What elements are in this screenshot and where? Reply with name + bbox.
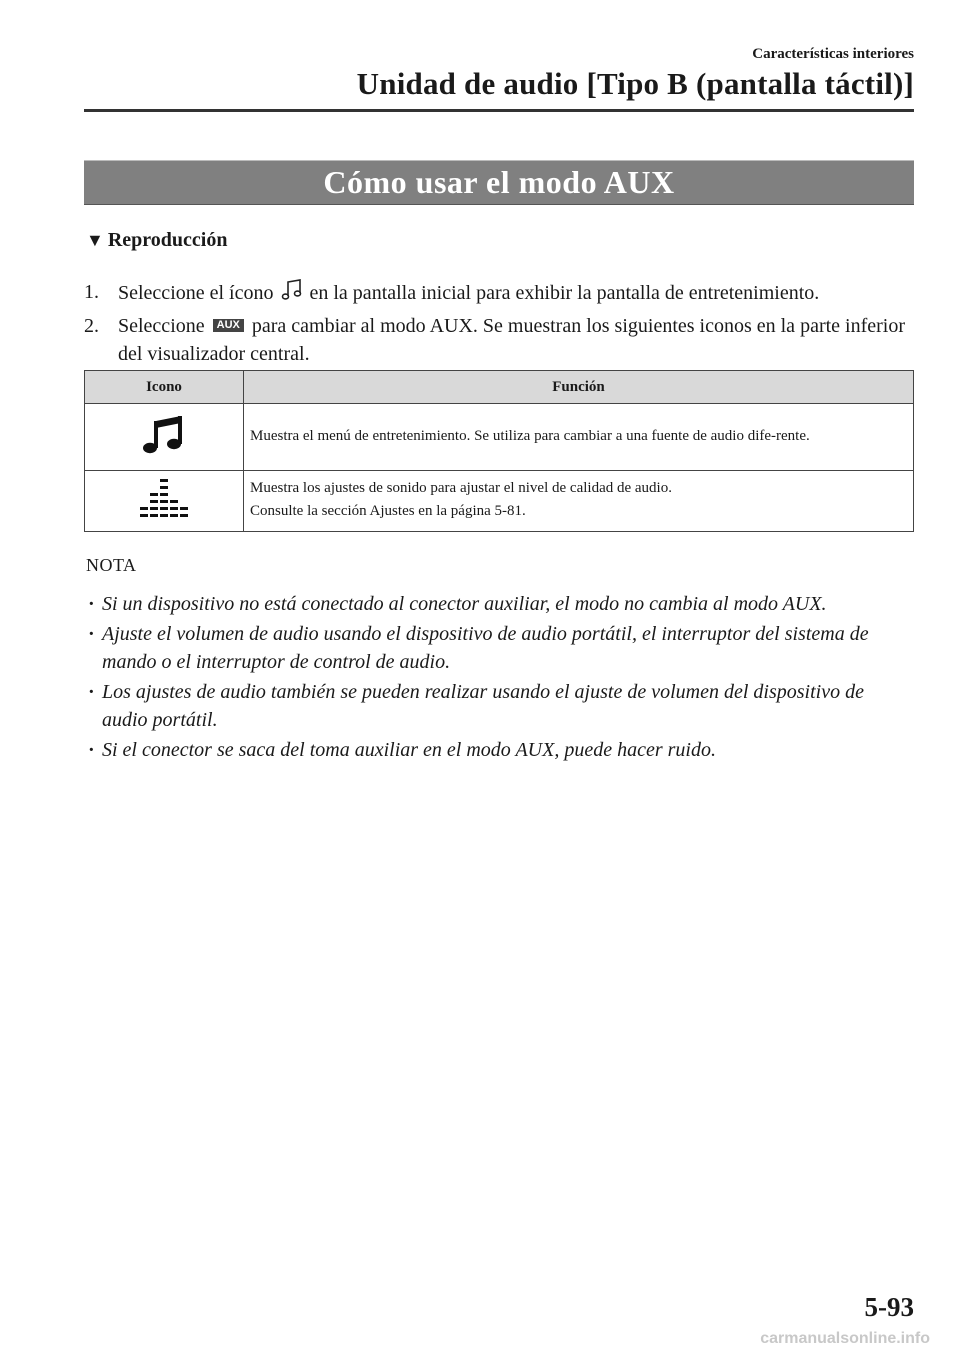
table-function-cell <box>244 471 914 532</box>
music-note-icon <box>141 445 187 461</box>
table-icon-cell <box>85 404 244 471</box>
triangle-marker-icon: ▼ <box>86 230 104 250</box>
note-list <box>86 590 886 766</box>
note-item: · Si el conector se saca del toma auxiliar en el modo AUX, puede hacer ruido. <box>86 736 886 764</box>
step-text-before: Seleccione el ícono <box>118 282 274 304</box>
step-text <box>118 278 914 310</box>
note-item: · Ajuste el volumen de audio usando el dispositivo de audio portátil, el interruptor del sistema de mando o el interruptor de control de audio. <box>86 620 886 676</box>
step-1 <box>84 278 914 310</box>
music-note-icon <box>281 278 303 310</box>
function-line: Muestra los ajustes de sonido para ajustar el nivel de calidad de audio. <box>250 480 672 496</box>
step-list <box>84 278 914 370</box>
equalizer-icon <box>136 509 192 525</box>
step-text-after: para cambiar al modo AUX. Se muestran los siguientes iconos en la parte inferior del visualizador central. <box>118 315 906 365</box>
step-number: 1. <box>84 281 99 303</box>
note-title: NOTA <box>86 555 137 575</box>
note-item: · Los ajustes de audio también se pueden realizar usando el ajuste de volumen del dispositivo de audio portátil. <box>86 678 886 734</box>
section-banner: Cómo usar el modo AUX <box>84 160 914 205</box>
table-header-icon: Icono <box>85 371 244 404</box>
step-number: 2. <box>84 315 99 337</box>
step-2 <box>84 312 914 368</box>
table-header-row <box>85 371 914 404</box>
aux-icon: AUX <box>213 319 244 332</box>
function-line: Consulte la sección Ajustes en la página 5-81. <box>250 503 526 519</box>
watermark: carmanualsonline.info <box>760 1330 930 1347</box>
page-number: 5-93 <box>864 1292 914 1322</box>
table-header-function: Función <box>244 371 914 404</box>
step-text-after: en la pantalla inicial para exhibir la pantalla de entretenimiento. <box>309 282 820 304</box>
table-function-cell: Muestra el menú de entretenimiento. Se utiliza para cambiar a una fuente de audio dife-rente. <box>244 404 914 471</box>
header-rule <box>84 109 914 112</box>
subheading <box>86 229 227 252</box>
header-title: Unidad de audio [Tipo B (pantalla táctil)] <box>356 66 914 101</box>
table-icon-cell <box>85 471 244 532</box>
table-row <box>85 404 914 471</box>
note-item: · Si un dispositivo no está conectado al conector auxiliar, el modo no cambia al modo AUX. <box>86 590 886 618</box>
table-row <box>85 471 914 532</box>
header-section-label: Características interiores <box>752 46 914 62</box>
subheading-text: Reproducción <box>107 229 228 251</box>
step-text <box>118 312 914 368</box>
icon-function-table <box>84 370 914 532</box>
step-text-before: Seleccione <box>118 315 205 337</box>
